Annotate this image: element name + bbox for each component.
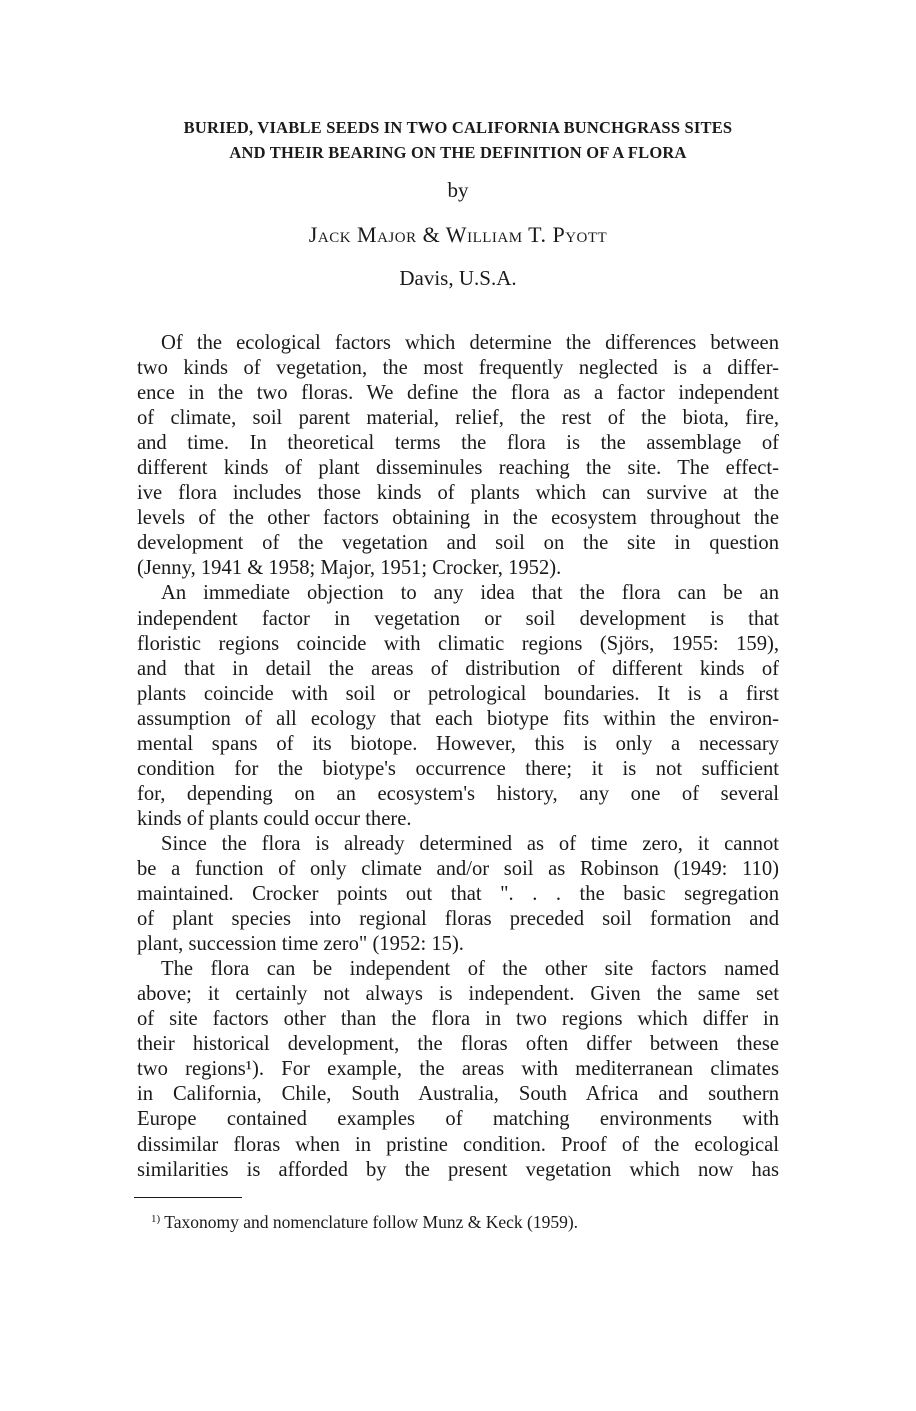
text-line: of site factors other than the flora in two regions which differ in (137, 1008, 779, 1031)
text-line: of plant species into regional floras preceded soil formation and (137, 908, 779, 931)
text-line: and that in detail the areas of distribution of different kinds of (137, 657, 779, 680)
text-line: in California, Chile, South Australia, South Africa and southern (137, 1083, 779, 1106)
text-line: assumption of all ecology that each biotype fits within the environ- (137, 707, 779, 730)
text-line: for, depending on an ecosystem's history, any one of several (137, 782, 779, 805)
text-line: maintained. Crocker points out that ". . . the basic segregation (137, 883, 779, 906)
footnote (151, 1212, 578, 1233)
footnote-rule (134, 1197, 242, 1198)
text-line: (Jenny, 1941 & 1958; Major, 1951; Crocker, 1952). (137, 557, 562, 580)
text-line: similarities is afforded by the present vegetation which now has (137, 1158, 779, 1181)
author-names: Jack Major & William T. Pyott (308, 222, 608, 247)
article-title-line-1: BURIED, VIABLE SEEDS IN TWO CALIFORNIA BUNCHGRASS SITES (183, 118, 733, 137)
text-line: and time. In theoretical terms the flora is the assemblage of (137, 432, 779, 455)
footnote-marker: 1) (151, 1213, 161, 1225)
text-line: be a function of only climate and/or soil as Robinson (1949: 110) (137, 857, 779, 880)
article-body (137, 331, 779, 1183)
text-line: independent factor in vegetation or soil development is that (137, 607, 779, 630)
paragraph-4 (137, 957, 779, 1182)
text-line: plants coincide with soil or petrological boundaries. It is a first (137, 682, 779, 705)
text-line: of climate, soil parent material, relief, the rest of the biota, fire, (137, 407, 779, 430)
text-line: levels of the other factors obtaining in the ecosystem throughout the (137, 507, 779, 530)
text-line: their historical development, the floras often differ between these (137, 1033, 779, 1056)
footnote-text: Taxonomy and nomenclature follow Munz & Keck (1959). (164, 1212, 579, 1232)
text-line: plant, succession time zero" (1952: 15). (137, 933, 464, 956)
text-line: mental spans of its biotope. However, this is only a necessary (137, 732, 779, 755)
text-line: different kinds of plant disseminules reaching the site. The effect- (137, 457, 779, 480)
text-line: An immediate objection to any idea that the flora can be an (161, 582, 779, 605)
paragraph-2 (137, 581, 779, 831)
text-line: condition for the biotype's occurrence there; it is not sufficient (137, 757, 779, 780)
text-line: floristic regions coincide with climatic regions (Sjörs, 1955: 159), (137, 632, 779, 655)
text-line: ive flora includes those kinds of plants which can survive at the (137, 482, 779, 505)
text-line: kinds of plants could occur there. (137, 807, 412, 830)
text-line: two regions¹). For example, the areas with mediterranean climates (137, 1058, 779, 1081)
author-affiliation: Davis, U.S.A. (399, 266, 517, 290)
byline-by: by (447, 178, 469, 202)
text-line: Since the flora is already determined as of time zero, it cannot (161, 832, 779, 855)
text-line: The flora can be independent of the other site factors named (161, 958, 779, 981)
article-title-line-2: AND THEIR BEARING ON THE DEFINITION OF A FLORA (229, 143, 687, 162)
text-line: ence in the two floras. We define the flora as a factor independent (137, 382, 779, 405)
paragraph-3 (137, 832, 779, 957)
text-line: Europe contained examples of matching environments with (137, 1108, 779, 1131)
text-line: above; it certainly not always is independent. Given the same set (137, 983, 779, 1006)
paragraph-1 (137, 331, 779, 581)
text-line: dissimilar floras when in pristine condition. Proof of the ecological (137, 1133, 779, 1156)
text-line: Of the ecological factors which determine the differences between (161, 332, 779, 354)
text-line: development of the vegetation and soil on the site in question (137, 532, 779, 555)
text-line: two kinds of vegetation, the most frequently neglected is a differ- (137, 357, 779, 380)
